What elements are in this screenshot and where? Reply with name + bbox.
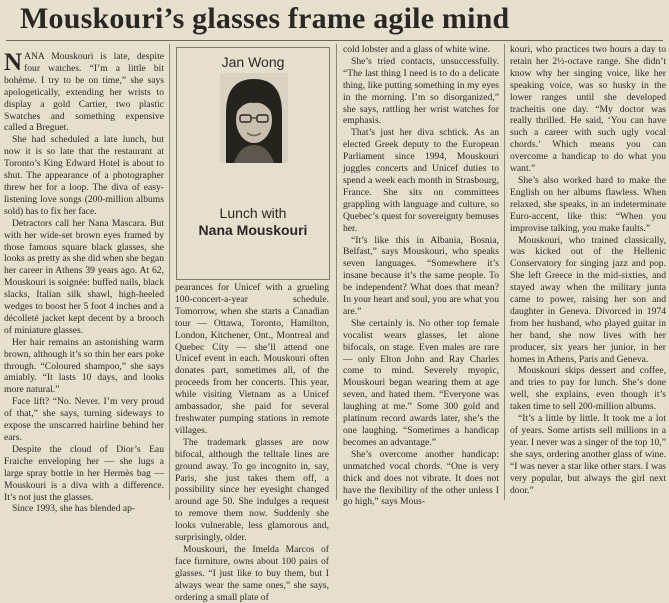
paragraph: “It’s like this in Albania, Bosnia, Belfast,” says Mouskouri, who speaks seven languages. “Somewhere it’s insane because it’s the same people. To be independent? What does that mean? In your heart and soul, you are what you are.” [343,234,499,317]
headline-rule [6,40,663,41]
column-divider [169,44,170,500]
paragraph: Mouskouri, who trained classically, was kicked out of the Hellenic Conservatory for singing jazz and pop. She left Greece in the mid-sixties, and stayed away when the military junta came to power, raising her son and daughter in Geneva. Divorced in 1974 from her husband, who played guitar in her band, she now lives with her producer, six years her junior, in her homes in Athens, Paris and Geneva. [510,234,666,365]
paragraph: She’s tried contacts, unsuccessfully. “The last thing I need is to do a delicate thing, like putting something in my eyes in the morning. I’m so disorganized,” she says, rattling her wrist watches for emphasis. [343,55,499,127]
caption-title: Nana Mouskouri [198,222,308,238]
paragraph: She’s overcome another handicap: unmatched vocal chords. “One is very thick and does not vibrate. It does not have the flexibility of the other unless I go high,” says Mous- [343,448,499,508]
column-1 [4,51,164,515]
paragraph: Mouskouri skips dessert and coffee, and tries to pay for lunch. She’s done well, she explains, even though it’s taken time to sell 200-million albums. [510,365,666,413]
column-4 [510,44,666,496]
author-portrait-icon [220,73,288,163]
paragraph: That’s just her diva schtick. As an elected Greek deputy to the European Parliament since 1994, Mouskouri juggles concerts and Unicef duties to spend a week each month in Strasbourg, France. She sits on committees grappling with language and culture, so Quebec’s quest for sovereignty bemuses her. [343,127,499,234]
paragraph: Despite the cloud of Dior’s Eau Fraiche enveloping her — she lugs a large spray bottle in her Hermès bag — Mouskouri is a diva with a difference. It’s not just the glasses. [4,443,164,503]
caption-line: Lunch with [219,205,287,221]
headline: Mouskouri’s glasses frame agile mind [20,2,510,35]
paragraph: Her hair remains an astonishing warm brown, although it’s so thin her ears poke through. “Coloured shampoo,” she says amiably. “It lasts 10 days, and looks more natural.” [4,336,164,396]
paragraph: pearances for Unicef with a grueling 100-concert-a-year schedule. Tomorrow, when she starts a Canadian tour — Ottawa, Toronto, Hamilton, London, Kitchener, Ont., Montreal and Quebec City — she’ll attend one Unicef event in each. Mouskouri often donates part, sometimes all, of the proceeds from her concerts. This year, while visiting Vietnam as a Unicef ambassador, she paid for several freshwater pumping stations in remote villages. [175,282,329,436]
column-3 [343,44,499,508]
paragraph: Mouskouri, the Imelda Marcos of face furniture, owns about 100 pairs of glasses. “I just like to buy them, but I always wear the same ones,” she says, ordering a small plate of [175,543,329,603]
paragraph-text: ANA Mouskouri is late, despite four watches. “I’m a little bit bohème. I try to be on time,” she says apologetically, extending her wrists to display a gold Cartier, two plastic Swatches and something expensive called a Breguet. [4,51,164,134]
column-divider [336,44,337,500]
paragraph: She had scheduled a late lunch, but now it is so late that the restaurant at Toronto’s King Edward Hotel is about to shut. The appearance of a photographer threw her for a loop. The diva of easy-listening love songs (200-million albums sold) has to fix her face. [4,134,164,217]
column-2 [175,282,329,603]
byline: Jan Wong [221,54,285,70]
paragraph [4,51,164,134]
paragraph: She’s also worked hard to make the English on her albums flawless. When relaxed, she speaks, in an indeterminate Euro-accent, like this: “When you improvise talking, you make faults.” [510,174,666,234]
lunch-caption [177,205,329,239]
paragraph: Face lift? “No. Never. I’m very proud of that,” she says, turning sideways to expose the unscarred hairline behind her ears. [4,396,164,443]
paragraph: cold lobster and a glass of white wine. [343,44,491,55]
column-divider [504,44,505,500]
paragraph: The trademark glasses are now bifocal, although the telltale lines are ground away. To go incognito in, say, Paris, she just takes them off, a possibility since her eyesight changed around age 50. She indulges a request to remove them now. Suddenly she looks vulnerable, less glamorous and, surprisingly, older. [175,436,329,544]
byline-box [176,47,330,280]
paragraph: “It’s a little by little. It took me a lot of years. Some artists sell millions in a year. I never was a singer of the top 10,” she says, ordering another glass of wine. “I was never a star like other stars. I was very popular, but always the girl next door.” [510,413,666,496]
paragraph: Since 1993, she has blended ap- [12,503,136,515]
author-photo [220,73,288,163]
drop-cap: N [4,49,23,76]
paragraph: kouri, who practices two hours a day to retain her 2½-octave range. She didn’t know why her singing voice, like her speaking voice, was so husky in the lower ranges until she developed tracheitis one day. “My doctor was really thrilled. He said, ‘You can have such a career with such ugly vocal chords.’ Which means you can overcome a handicap to do what you want.” [510,44,666,175]
paragraph: Detractors call her Nana Mascara. But with her wide-set brown eyes framed by those famous square black glasses, she looks as pretty as she did when she began her career in Athens 39 years ago. At 62, Mouskouri is soignée: buffed nails, black slacks, Italian silk shawl, high-heeled wedges to boost her 5 foot 4 inches and a décolleté jacket kept decent by a brooch of miniature glasses. [4,217,164,336]
paragraph: She certainly is. No other top female vocalist wears glasses, let alone bifocals, on stage. Even males are rare — only Elton John and Ray Charles come to mind. Severely myopic, Mouskouri began wearing them at age seven, and hated them. “Everyone was laughing at me.” Some 300 gold and platinum record awards later, she’s the one laughing. “Sometimes a handicap becomes an advantage.” [343,317,499,448]
